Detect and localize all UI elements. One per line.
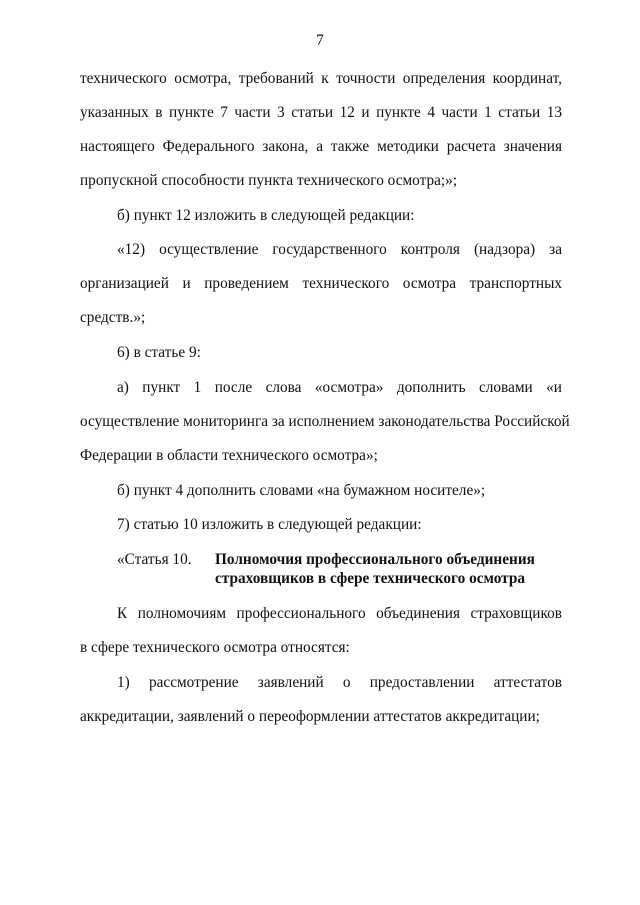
text-line: настоящего Федерального закона, а также методики расчета значения (80, 138, 562, 155)
article-label: «Статья 10. (117, 551, 192, 568)
text-line: а) пункт 1 после слова «осмотра» дополнить словами «и (117, 379, 562, 396)
text-line: средств.»; (80, 309, 146, 326)
page-number: 7 (316, 32, 324, 49)
text-line: «12) осуществление государственного контроля (надзора) за (117, 241, 562, 258)
text-line: 1) рассмотрение заявлений о предоставлении аттестатов (117, 674, 562, 691)
text-line: указанных в пункте 7 части 3 статьи 12 и пункте 4 части 1 статьи 13 (80, 104, 562, 121)
text-line: б) пункт 4 дополнить словами «на бумажном носителе»; (117, 482, 486, 499)
text-line: технического осмотра, требований к точности определения координат, (80, 70, 562, 87)
text-line: б) пункт 12 изложить в следующей редакции: (117, 207, 415, 224)
text-line: К полномочиям профессионального объединения страховщиков (117, 605, 562, 622)
text-line: 6) в статье 9: (117, 344, 201, 361)
text-line: пропускной способности пункта технического осмотра;»; (80, 172, 458, 189)
text-line: Федерации в области технического осмотра»; (80, 447, 378, 464)
text-line: аккредитации, заявлений о переоформлении аттестатов аккредитации; (80, 708, 540, 725)
text-line: в сфере технического осмотра относятся: (80, 639, 350, 656)
text-line: организацией и проведением технического осмотра транспортных (80, 275, 562, 292)
text-line: осуществление мониторинга за исполнением законодательства Российской (80, 413, 570, 430)
article-title-line: Полномочия профессионального объединения (215, 551, 535, 568)
article-title-line: страховщиков в сфере технического осмотра (215, 570, 526, 587)
text-line: 7) статью 10 изложить в следующей редакции: (117, 516, 422, 533)
